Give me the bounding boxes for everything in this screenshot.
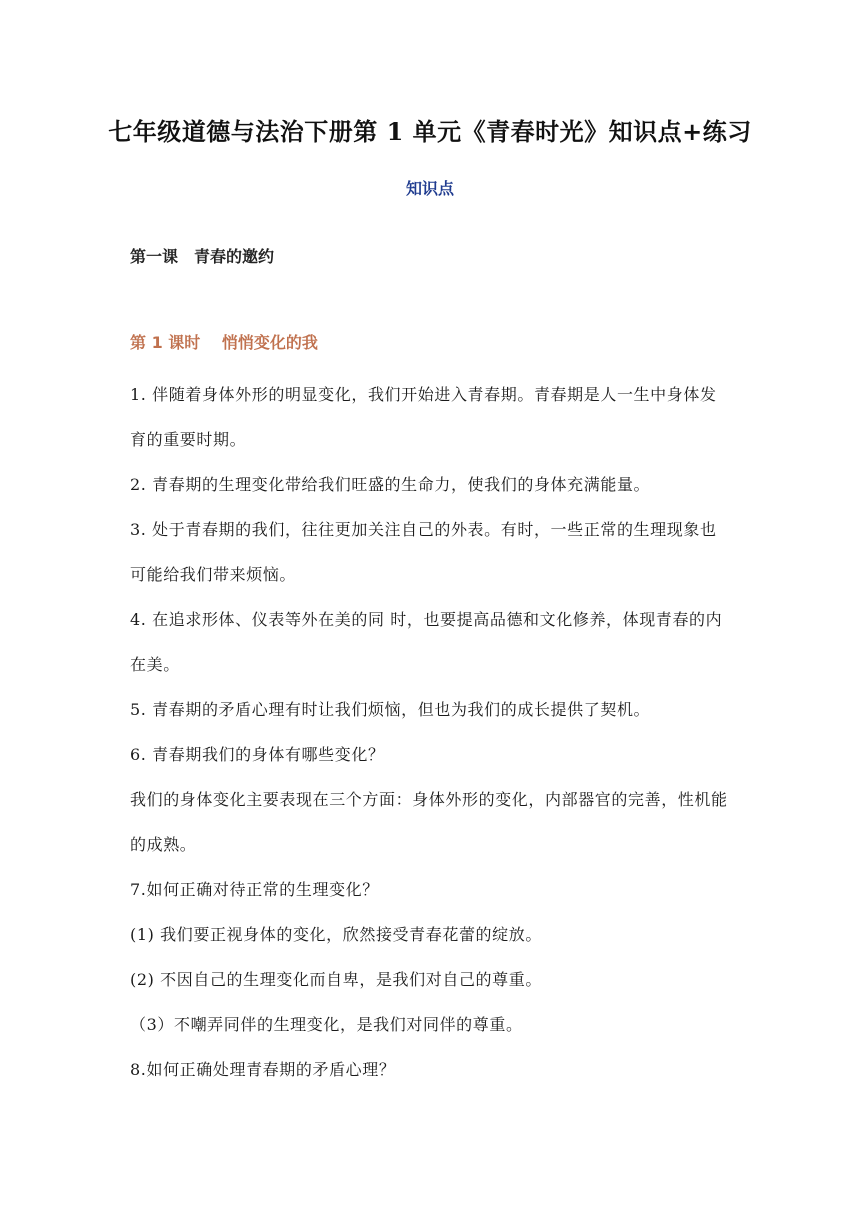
paragraph-6: 6. 青春期我们的身体有哪些变化？ — [130, 745, 385, 764]
section-heading: 知识点 — [405, 179, 454, 198]
paragraph-1: 1. 伴随着身体外形的明显变化，我们开始进入青春期。青春期是人一生中身体发育的重要时期。 — [130, 385, 717, 449]
period-heading: 第 1 课时 悄悄变化的我 — [130, 333, 318, 352]
paragraph-7: 7.如何正确对待正常的生理变化？ — [130, 880, 379, 899]
lesson-heading: 第一课 青春的邀约 — [130, 247, 275, 266]
paragraph-6-answer: 我们的身体变化主要表现在三个方面：身体外形的变化，内部器官的完善，性机能的成熟。 — [130, 790, 728, 854]
paragraph-5: 5. 青春期的矛盾心理有时让我们烦恼，但也为我们的成长提供了契机。 — [130, 700, 651, 719]
paragraph-8: 8.如何正确处理青春期的矛盾心理？ — [130, 1060, 396, 1079]
paragraph-7-item-1: (1) 我们要正视身体的变化，欣然接受青春花蕾的绽放。 — [130, 925, 542, 944]
paragraph-4: 4. 在追求形体、仪表等外在美的同 时，也要提高品德和文化修养，体现青春的内在美。 — [130, 610, 723, 674]
document-title: 七年级道德与法治下册第 1 单元《青春时光》知识点+练习 — [108, 117, 752, 146]
content-body — [130, 372, 732, 1092]
paragraph-2: 2. 青春期的生理变化带给我们旺盛的生命力，使我们的身体充满能量。 — [130, 475, 651, 494]
paragraph-3: 3. 处于青春期的我们，往往更加关注自己的外表。有时，一些正常的生理现象也可能给我们带来烦恼。 — [130, 520, 717, 584]
paragraph-7-item-3: （3）不嘲弄同伴的生理变化，是我们对同伴的尊重。 — [130, 1015, 523, 1034]
paragraph-7-item-2: (2) 不因自己的生理变化而自卑，是我们对自己的尊重。 — [130, 970, 542, 989]
